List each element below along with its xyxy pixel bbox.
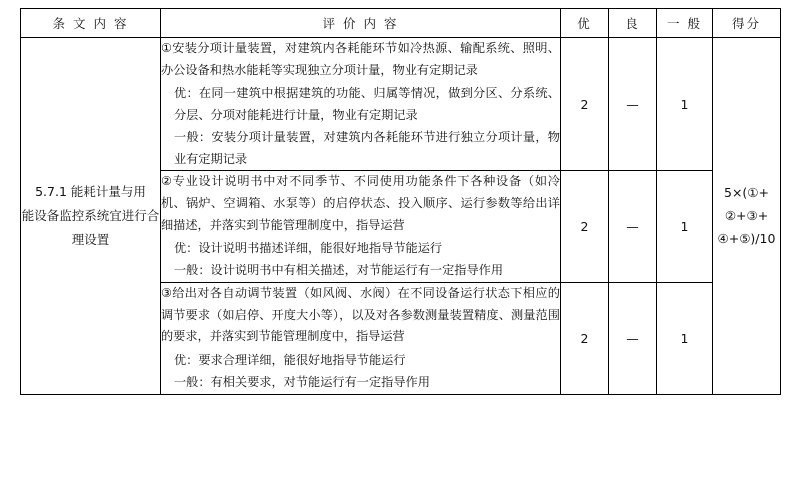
document-page <box>0 8 800 477</box>
content-yiban-1: 一般：安装分项计量装置，对建筑内各耗能环节进行独立分项计量，物业有定期记录 <box>174 129 560 166</box>
score-formula-line-3: ④+⑤)/10 <box>717 231 776 247</box>
score-yiban-2: 1 <box>657 171 713 283</box>
header-liang: 良 <box>609 9 657 38</box>
header-content: 评 价 内 容 <box>161 9 561 38</box>
table-row <box>21 38 781 171</box>
content-cell-item-2 <box>161 171 561 283</box>
content-you-2: 优：设计说明书描述详细，能很好地指导节能运行 <box>174 241 443 256</box>
total-score-cell <box>713 38 781 395</box>
table-header-row <box>21 9 781 38</box>
clause-line-1: 5.7.1 能耗计量与用 <box>35 184 146 200</box>
score-yiban-3: 1 <box>657 282 713 394</box>
header-score: 得分 <box>713 9 781 38</box>
evaluation-table <box>20 8 781 395</box>
content-main-1: ①安装分项计量装置，对建筑内各耗能环节如冷热源、输配系统、照明、办公设备和热水能耗等实现独立分项计量，物业有定期记录 <box>161 41 560 77</box>
score-liang-2: — <box>609 171 657 283</box>
content-main-3: ③给出对各自动调节装置（如风阀、水阀）在不同设备运行状态下相应的调节要求（如启停、开度大小等），以及对各参数测量装置精度、测量范围的要求，并落实到节能管理制度中，指导运营 <box>161 285 560 344</box>
score-you-2: 2 <box>561 171 609 283</box>
content-you-1: 优：在同一建筑中根据建筑的功能、归属等情况，做到分区、分系统、分层、分项对能耗进行计量，物业有定期记录 <box>174 86 560 123</box>
clause-line-3: 理设置 <box>71 231 110 247</box>
header-yiban: 一 般 <box>657 9 713 38</box>
score-yiban-1: 1 <box>657 38 713 171</box>
score-liang-3: — <box>609 282 657 394</box>
clause-line-2: 能设备监控系统宜进行合 <box>21 207 160 223</box>
clause-cell <box>21 38 161 395</box>
content-you-3: 优：要求合理详细，能很好地指导节能运行 <box>174 353 406 368</box>
content-cell-item-3 <box>161 282 561 394</box>
content-main-2: ②专业设计说明书中对不同季节、不同使用功能条件下各种设备（如冷机、锅炉、空调箱、水泵等）的启停状态、投入顺序、运行参数等给出详细描述，并落实到节能管理制度中，指导运营 <box>161 174 560 232</box>
content-yiban-2: 一般：设计说明书中有相关描述，对节能运行有一定指导作用 <box>174 263 504 278</box>
header-you: 优 <box>561 9 609 38</box>
score-liang-1: — <box>609 38 657 171</box>
score-you-1: 2 <box>561 38 609 171</box>
header-clause: 条 文 内 容 <box>21 9 161 38</box>
score-formula-line-1: 5×(①+ <box>724 185 769 201</box>
content-yiban-3: 一般：有相关要求，对节能运行有一定指导作用 <box>174 374 430 389</box>
content-cell-item-1 <box>161 38 561 171</box>
score-you-3: 2 <box>561 282 609 394</box>
score-formula-line-2: ②+③+ <box>724 208 769 224</box>
